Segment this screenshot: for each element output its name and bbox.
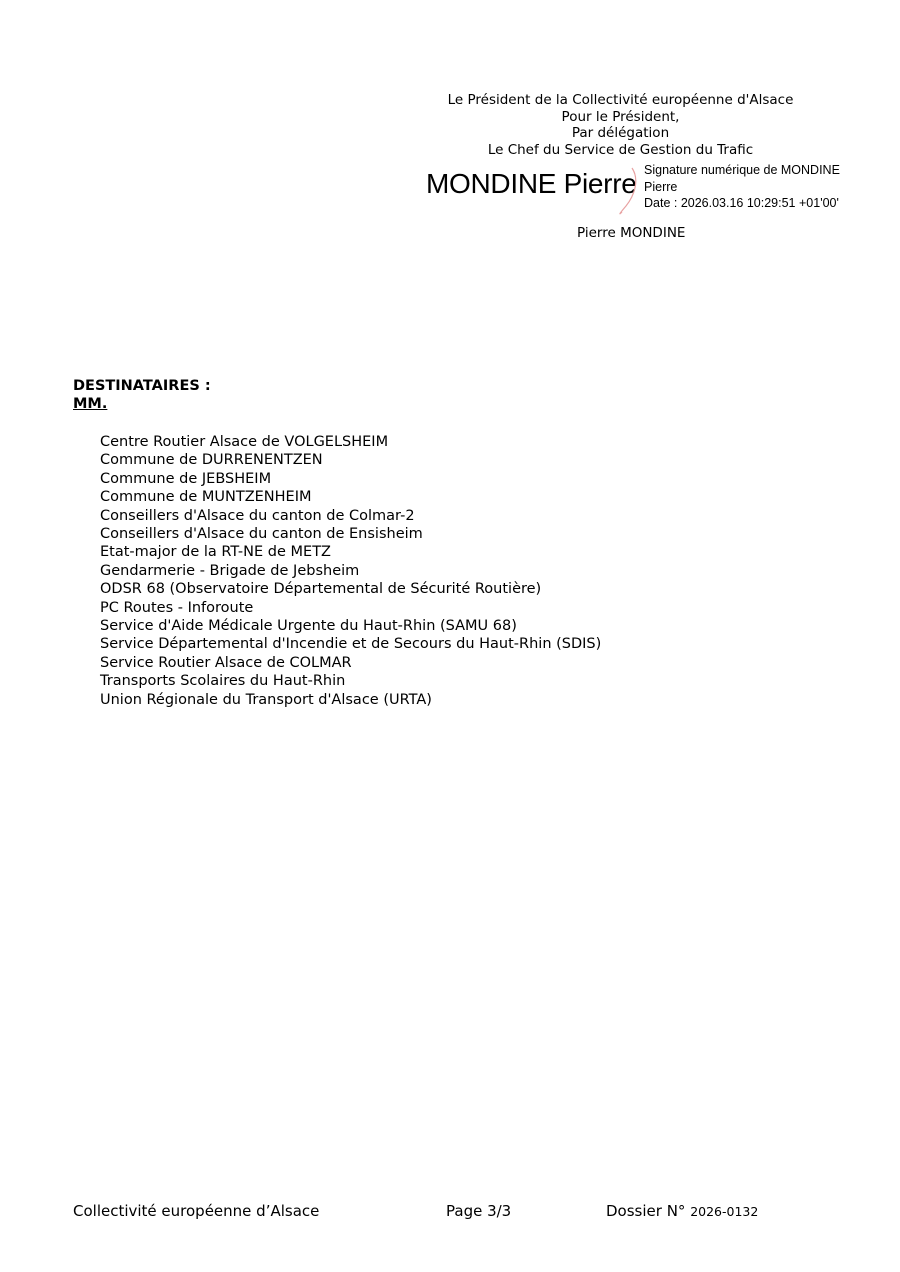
recipient-item: Conseillers d'Alsace du canton de Ensisheim [100,526,423,543]
recipient-item: Commune de MUNTZENHEIM [100,489,312,506]
recipient-item: Centre Routier Alsace de VOLGELSHEIM [100,434,389,450]
footer-dossier [606,1202,758,1220]
signature-detail-line: Pierre [644,179,678,194]
signature-line: Par délégation [571,125,670,141]
signature-stroke-icon [610,166,640,218]
signature-detail-line: Signature numérique de MONDINE [644,163,840,177]
recipient-item: Service d'Aide Médicale Urgente du Haut-Rhin (SAMU 68) [100,618,517,635]
signed-name: MONDINE Pierre [426,168,637,199]
signature-heading [408,92,833,158]
recipient-item: Service Départemental d'Incendie et de Secours du Haut-Rhin (SDIS) [100,636,602,653]
recipient-item: Union Régionale du Transport d'Alsace (URTA) [100,691,432,708]
recipients-title: DESTINATAIRES : [73,378,211,394]
printed-name: Pierre MONDINE [577,225,686,241]
recipient-item: Commune de DURRENENTZEN [100,452,323,469]
signature-detail-line: Date : 2026.03.16 10:29:51 +01'00' [644,196,839,210]
dossier-number: 2026-0132 [690,1204,759,1219]
signature-line: Le Chef du Service de Gestion du Trafic [487,141,754,158]
recipient-list [100,433,601,709]
recipient-item: Conseillers d'Alsace du canton de Colmar-2 [100,507,415,524]
recipient-item: Commune de JEBSHEIM [100,470,272,487]
dossier-label: Dossier N° [606,1202,686,1220]
signature-line: Le Président de la Collectivité européenne d'Alsace [447,92,794,108]
recipient-item: Gendarmerie - Brigade de Jebsheim [100,562,360,579]
recipient-item: Etat-major de la RT-NE de METZ [100,544,331,561]
recipient-item: Transports Scolaires du Haut-Rhin [100,673,346,690]
recipient-item: PC Routes - Inforoute [100,599,254,616]
recipients-salutation: MM. [73,396,108,412]
footer-page-number: Page 3/3 [446,1202,512,1220]
recipient-item: ODSR 68 (Observatoire Départemental de Sécurité Routière) [100,581,542,598]
footer-organization: Collectivité européenne d’Alsace [73,1202,320,1220]
signature-line: Pour le Président, [561,108,680,125]
recipient-item: Service Routier Alsace de COLMAR [100,654,352,671]
signature-details [644,162,854,212]
